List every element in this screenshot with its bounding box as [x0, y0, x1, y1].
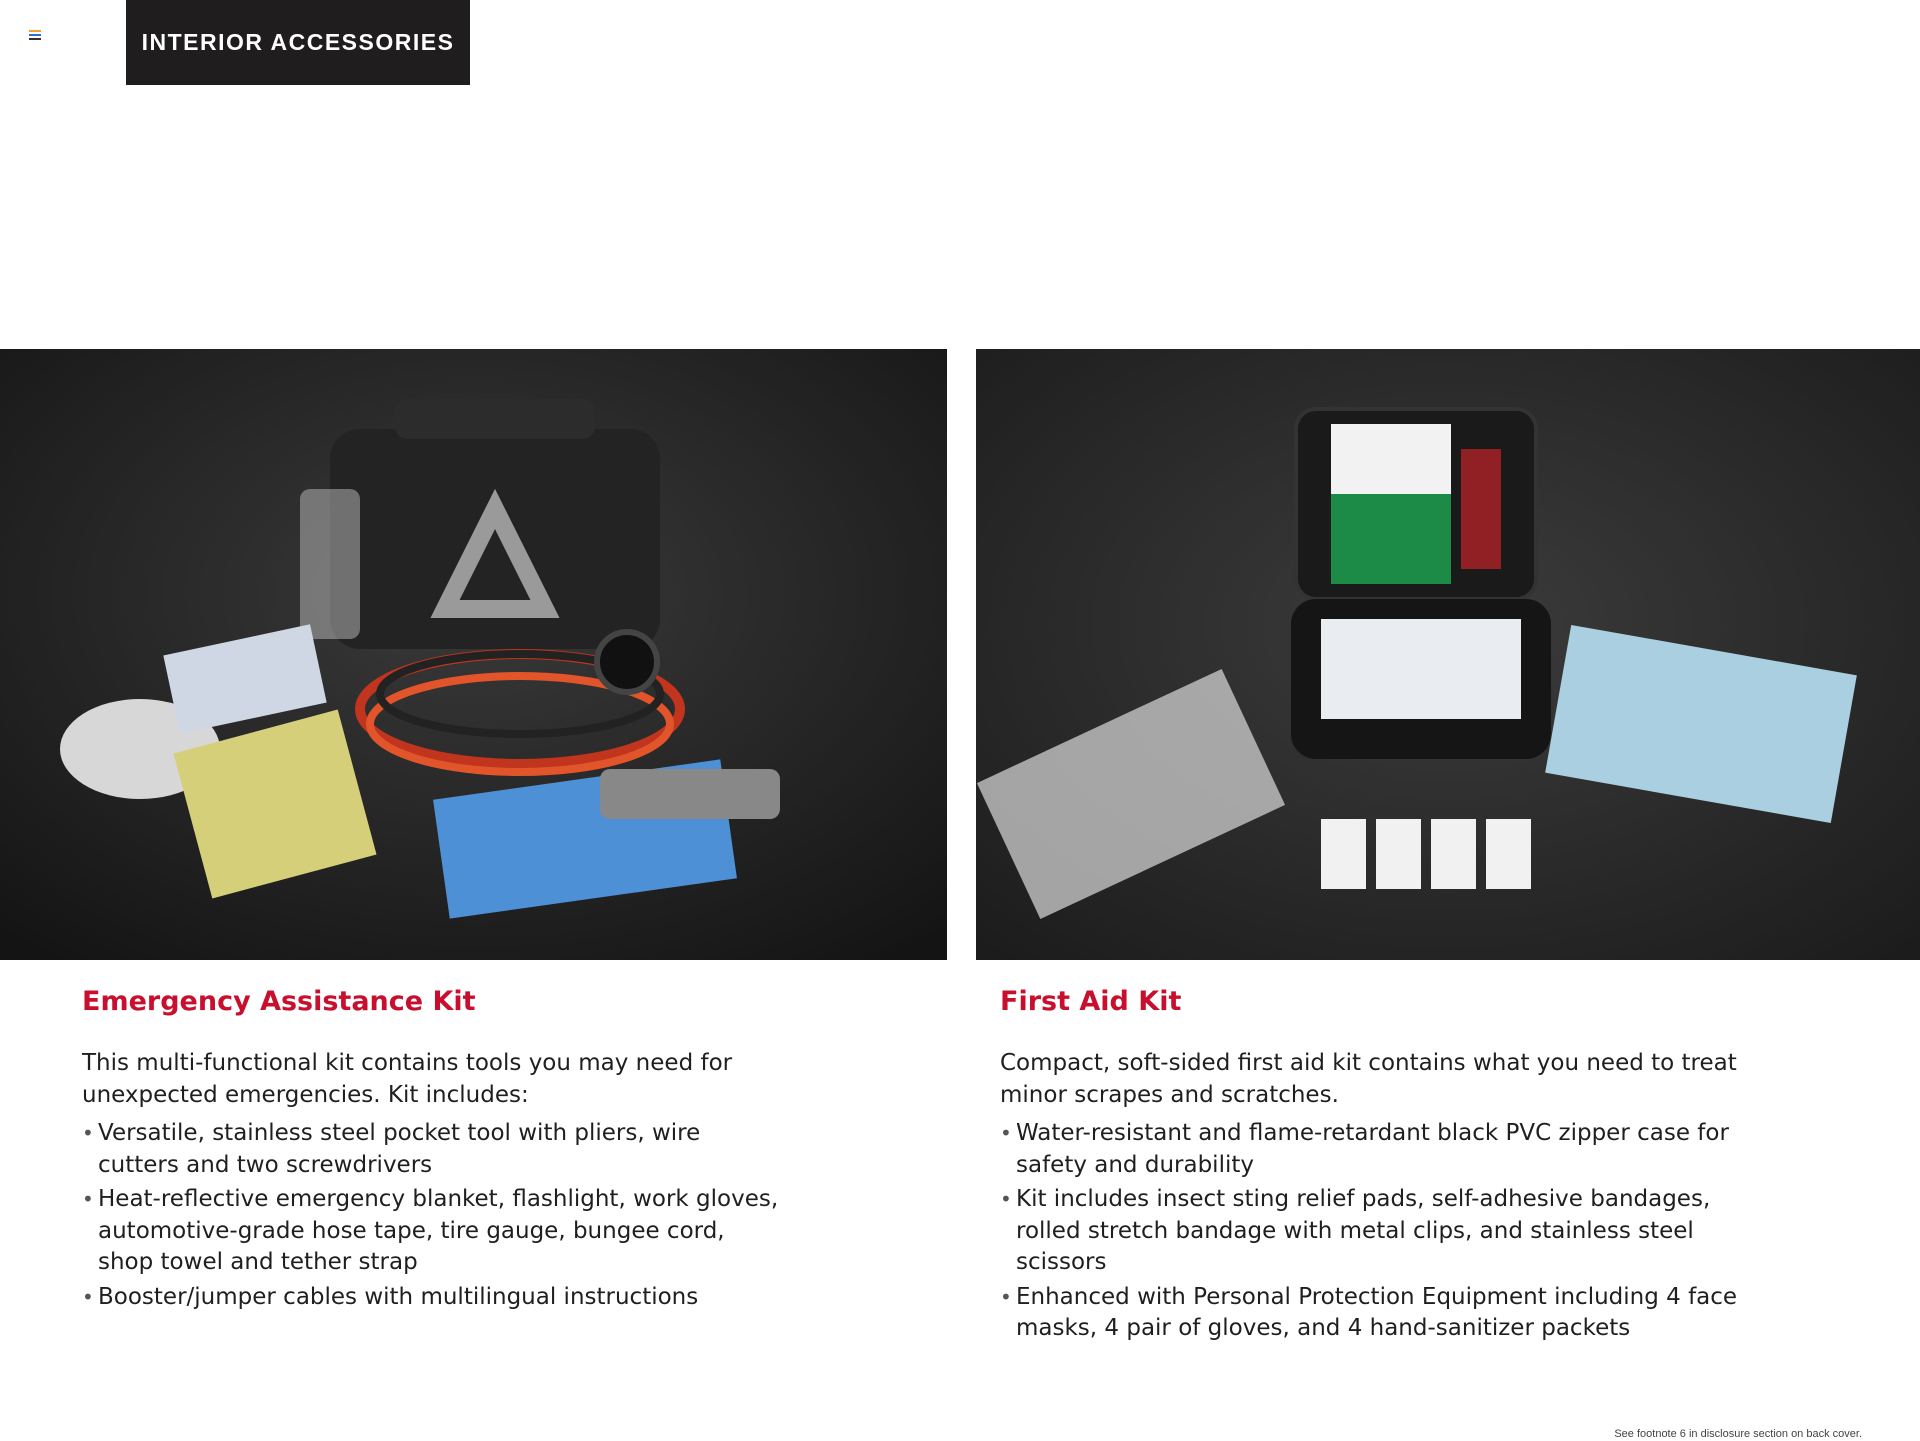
- footnote: See footnote 6 in disclosure section on back cover.: [1614, 1428, 1862, 1440]
- list-item: • Heat-reflective emergency blanket, flashlight, work gloves, automotive-grade hose tape, tire gauge, bungee cord, shop towel and tether strap: [82, 1184, 782, 1279]
- section-title: INTERIOR ACCESSORIES: [141, 29, 455, 55]
- first-aid-kit-features: [1000, 1118, 1760, 1345]
- emergency-kit-section: [82, 980, 782, 1316]
- first-aid-kit-section: [1000, 980, 1760, 1348]
- list-item: • Water-resistant and flame-retardant black PVC zipper case for safety and durability: [1000, 1118, 1760, 1181]
- list-item: • Booster/jumper cables with multilingual instructions: [82, 1282, 782, 1314]
- first-aid-kit-title: First Aid Kit: [1000, 986, 1182, 1017]
- section-header-tab: [126, 0, 470, 85]
- menu-icon[interactable]: [29, 30, 41, 42]
- emergency-kit-photo: [0, 349, 947, 960]
- first-aid-kit-intro: Compact, soft-sided first aid kit contains what you need to treat minor scrapes and scratches.: [1000, 1050, 1737, 1108]
- list-item: • Kit includes insect sting relief pads, self-adhesive bandages, rolled stretch bandage with metal clips, and stainless steel scissors: [1000, 1184, 1760, 1279]
- list-item: • Enhanced with Personal Protection Equipment including 4 face masks, 4 pair of gloves, and 4 hand-sanitizer packets: [1000, 1282, 1760, 1345]
- emergency-kit-title: Emergency Assistance Kit: [82, 986, 476, 1017]
- emergency-kit-features: [82, 1118, 782, 1313]
- list-item: • Versatile, stainless steel pocket tool with pliers, wire cutters and two screwdrivers: [82, 1118, 782, 1181]
- emergency-kit-intro: This multi-functional kit contains tools you may need for unexpected emergencies. Kit includes:: [82, 1050, 733, 1108]
- first-aid-kit-photo: [976, 349, 1920, 960]
